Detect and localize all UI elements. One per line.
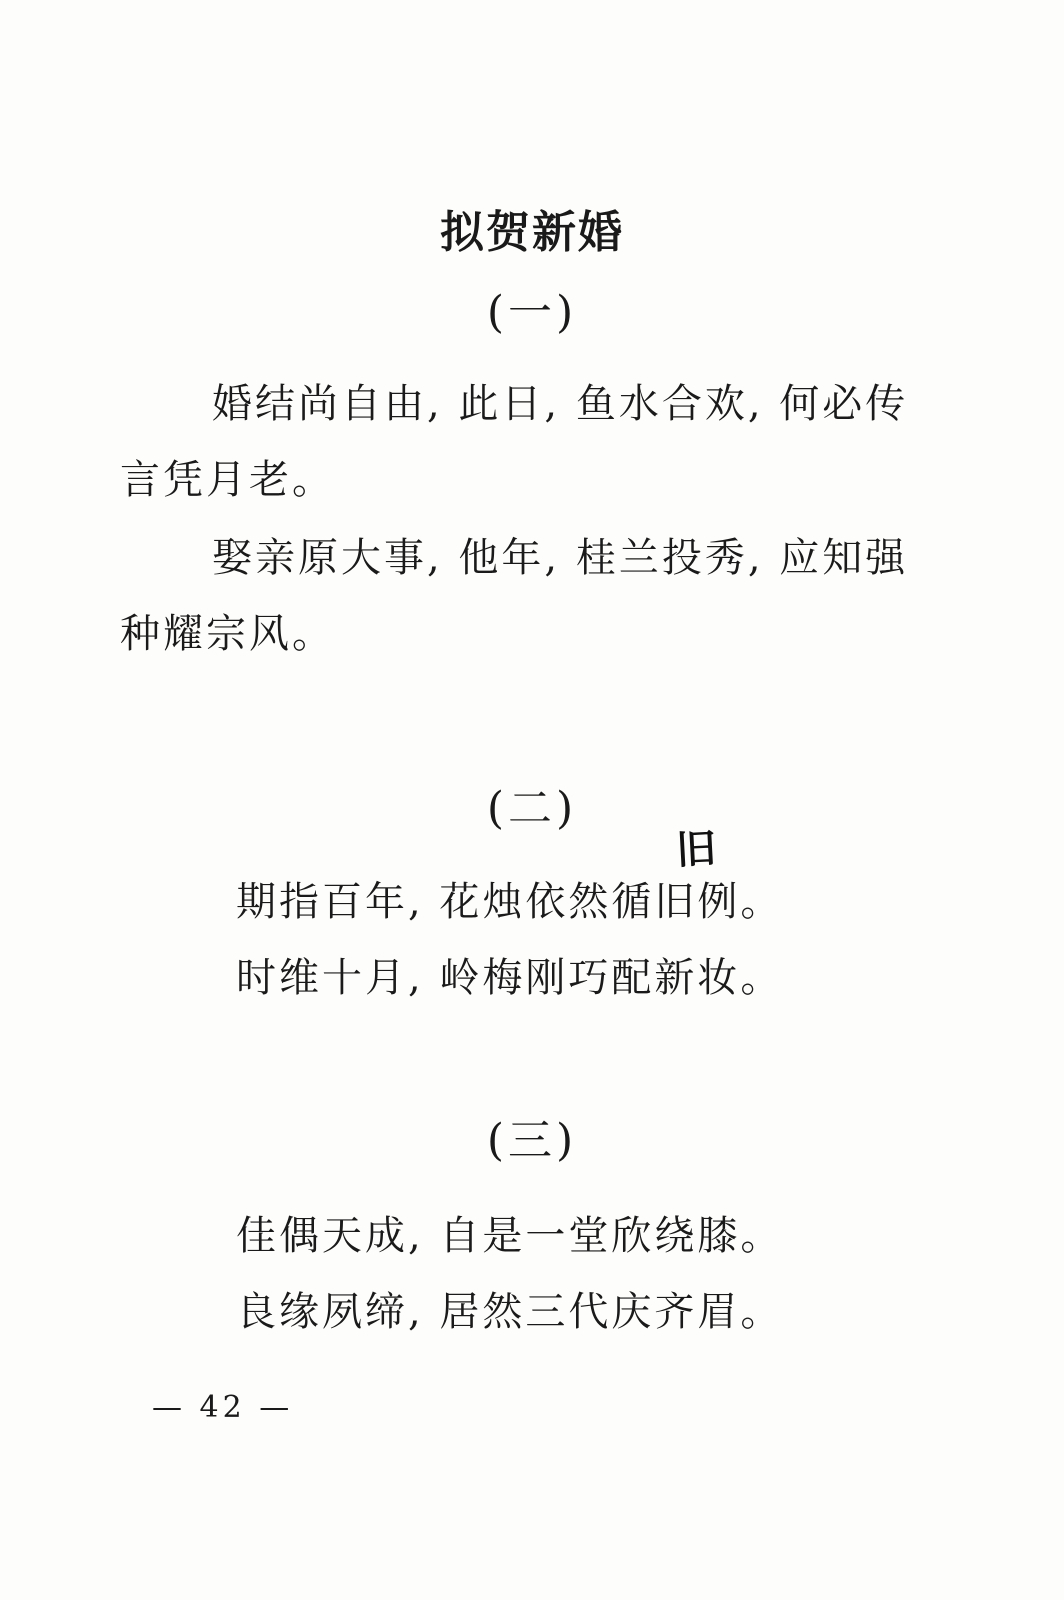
section-1-paragraph-2: 娶亲原大事, 他年, 桂兰投秀, 应知强种耀宗风。 (120, 535, 909, 657)
section-1-number: (一) (486, 287, 578, 338)
poem-title: 拟贺新婚 (440, 207, 624, 258)
section-2-number: (二) (486, 783, 578, 834)
handwritten-correction: 旧 (675, 825, 718, 875)
section-3-line-2: 良缘夙缔, 居然三代庆齐眉。 (236, 1289, 784, 1335)
page-number: — 42 — (152, 1390, 294, 1425)
section-3-number: (三) (486, 1115, 578, 1166)
section-2-line-1: 期指百年, 花烛依然循旧例。 (236, 879, 784, 925)
section-1-paragraph-1: 婚结尚自由, 此日, 鱼水合欢, 何必传言凭月老。 (120, 381, 909, 503)
section-3-line-1: 佳偶天成, 自是一堂欣绕膝。 (236, 1213, 784, 1259)
section-2-line-2: 时维十月, 岭梅刚巧配新妆。 (236, 955, 784, 1001)
